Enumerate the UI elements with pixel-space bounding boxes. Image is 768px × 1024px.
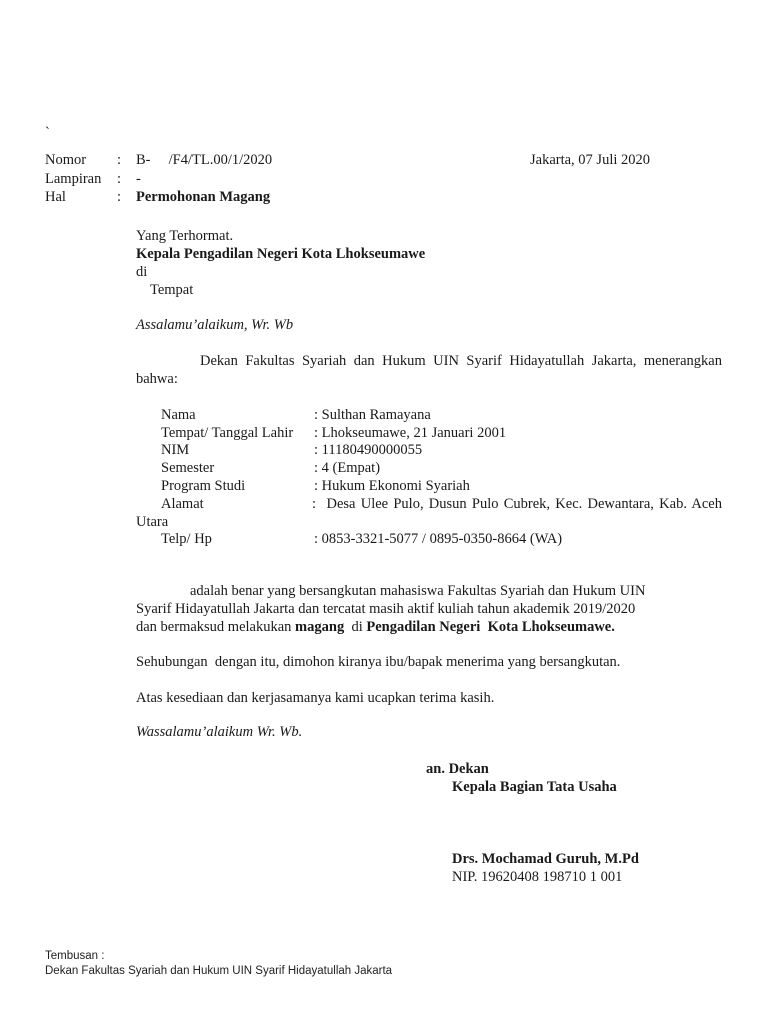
student-ttl-label: Tempat/ Tanggal Lahir (161, 425, 294, 441)
hal-colon: : (117, 189, 122, 205)
student-prodi-label: Program Studi (161, 478, 246, 494)
body-p1-line-3 (136, 618, 615, 636)
student-ttl-value: : Lhokseumawe, 21 Januari 2001 (314, 425, 507, 441)
stray-backtick: ` (45, 125, 50, 141)
lampiran-value: - (136, 171, 141, 187)
tembusan-item: Dekan Fakultas Syariah dan Hukum UIN Syarif Hidayatullah Jakarta (45, 965, 393, 977)
place-date: Jakarta, 07 Juli 2020 (530, 152, 651, 168)
student-nama-label: Nama (161, 407, 196, 423)
body-p1-line-3-a: dan bermaksud melakukan (136, 619, 296, 635)
hal-value: Permohonan Magang (136, 189, 271, 205)
closing: Wassalamu’alaikum Wr. Wb. (136, 724, 303, 740)
recipient-di: di (136, 264, 148, 280)
body-p1-line-1: adalah benar yang bersangkutan mahasiswa Fakultas Syariah dan Hukum UIN (190, 583, 646, 599)
hal-label: Hal (45, 189, 66, 205)
signature-name: Drs. Mochamad Guruh, M.Pd (452, 851, 639, 867)
recipient-name: Kepala Pengadilan Negeri Kota Lhokseumawe (136, 246, 426, 262)
signature-position: Kepala Bagian Tata Usaha (452, 779, 617, 795)
lampiran-colon: : (117, 171, 122, 187)
body-p1-magang: magang (295, 619, 345, 635)
student-semester-label: Semester (161, 460, 215, 476)
intro-line-2: bahwa: (136, 371, 178, 387)
recipient-salutation: Yang Terhormat. (136, 228, 234, 244)
body-p1-court-name: Pengadilan Negeri Kota Lhokseumawe. (366, 619, 615, 635)
body-p2: Sehubungan dengan itu, dimohon kiranya ibu/bapak menerima yang bersangkutan. (136, 654, 621, 670)
body-p1-line-2: Syarif Hidayatullah Jakarta dan tercatat masih aktif kuliah tahun akademik 2019/2020 (136, 601, 636, 617)
body-p3: Atas kesediaan dan kerjasamanya kami ucapkan terima kasih. (136, 690, 495, 706)
student-alamat-label: Alamat (161, 496, 204, 512)
body-p1-line-3-c: di (344, 619, 367, 635)
tembusan-label: Tembusan : (45, 950, 105, 962)
student-nama-value: : Sulthan Ramayana (314, 407, 431, 423)
student-nim-label: NIM (161, 442, 190, 458)
greeting: Assalamu’alaikum, Wr. Wb (136, 317, 294, 333)
nomor-label: Nomor (45, 152, 87, 168)
nomor-value: B- /F4/TL.00/1/2020 (136, 152, 273, 168)
nomor-colon: : (117, 152, 122, 168)
student-prodi-value: : Hukum Ekonomi Syariah (314, 478, 470, 494)
student-telp-value: : 0853-3321-5077 / 0895-0350-8664 (WA) (314, 531, 563, 547)
student-alamat-cont: Utara (136, 514, 169, 530)
lampiran-label: Lampiran (45, 171, 102, 187)
student-semester-value: : 4 (Empat) (314, 460, 381, 476)
student-alamat-value: : Desa Ulee Pulo, Dusun Pulo Cubrek, Kec. Dewantara, Kab. Aceh (312, 496, 722, 512)
recipient-place: Tempat (150, 282, 194, 298)
student-telp-label: Telp/ Hp (161, 531, 212, 547)
student-nim-value: : 11180490000055 (314, 442, 423, 458)
signature-an: an. Dekan (426, 761, 489, 777)
intro-line-1: Dekan Fakultas Syariah dan Hukum UIN Syarif Hidayatullah Jakarta, menerangkan (200, 353, 722, 369)
signature-nip: NIP. 19620408 198710 1 001 (452, 869, 623, 885)
